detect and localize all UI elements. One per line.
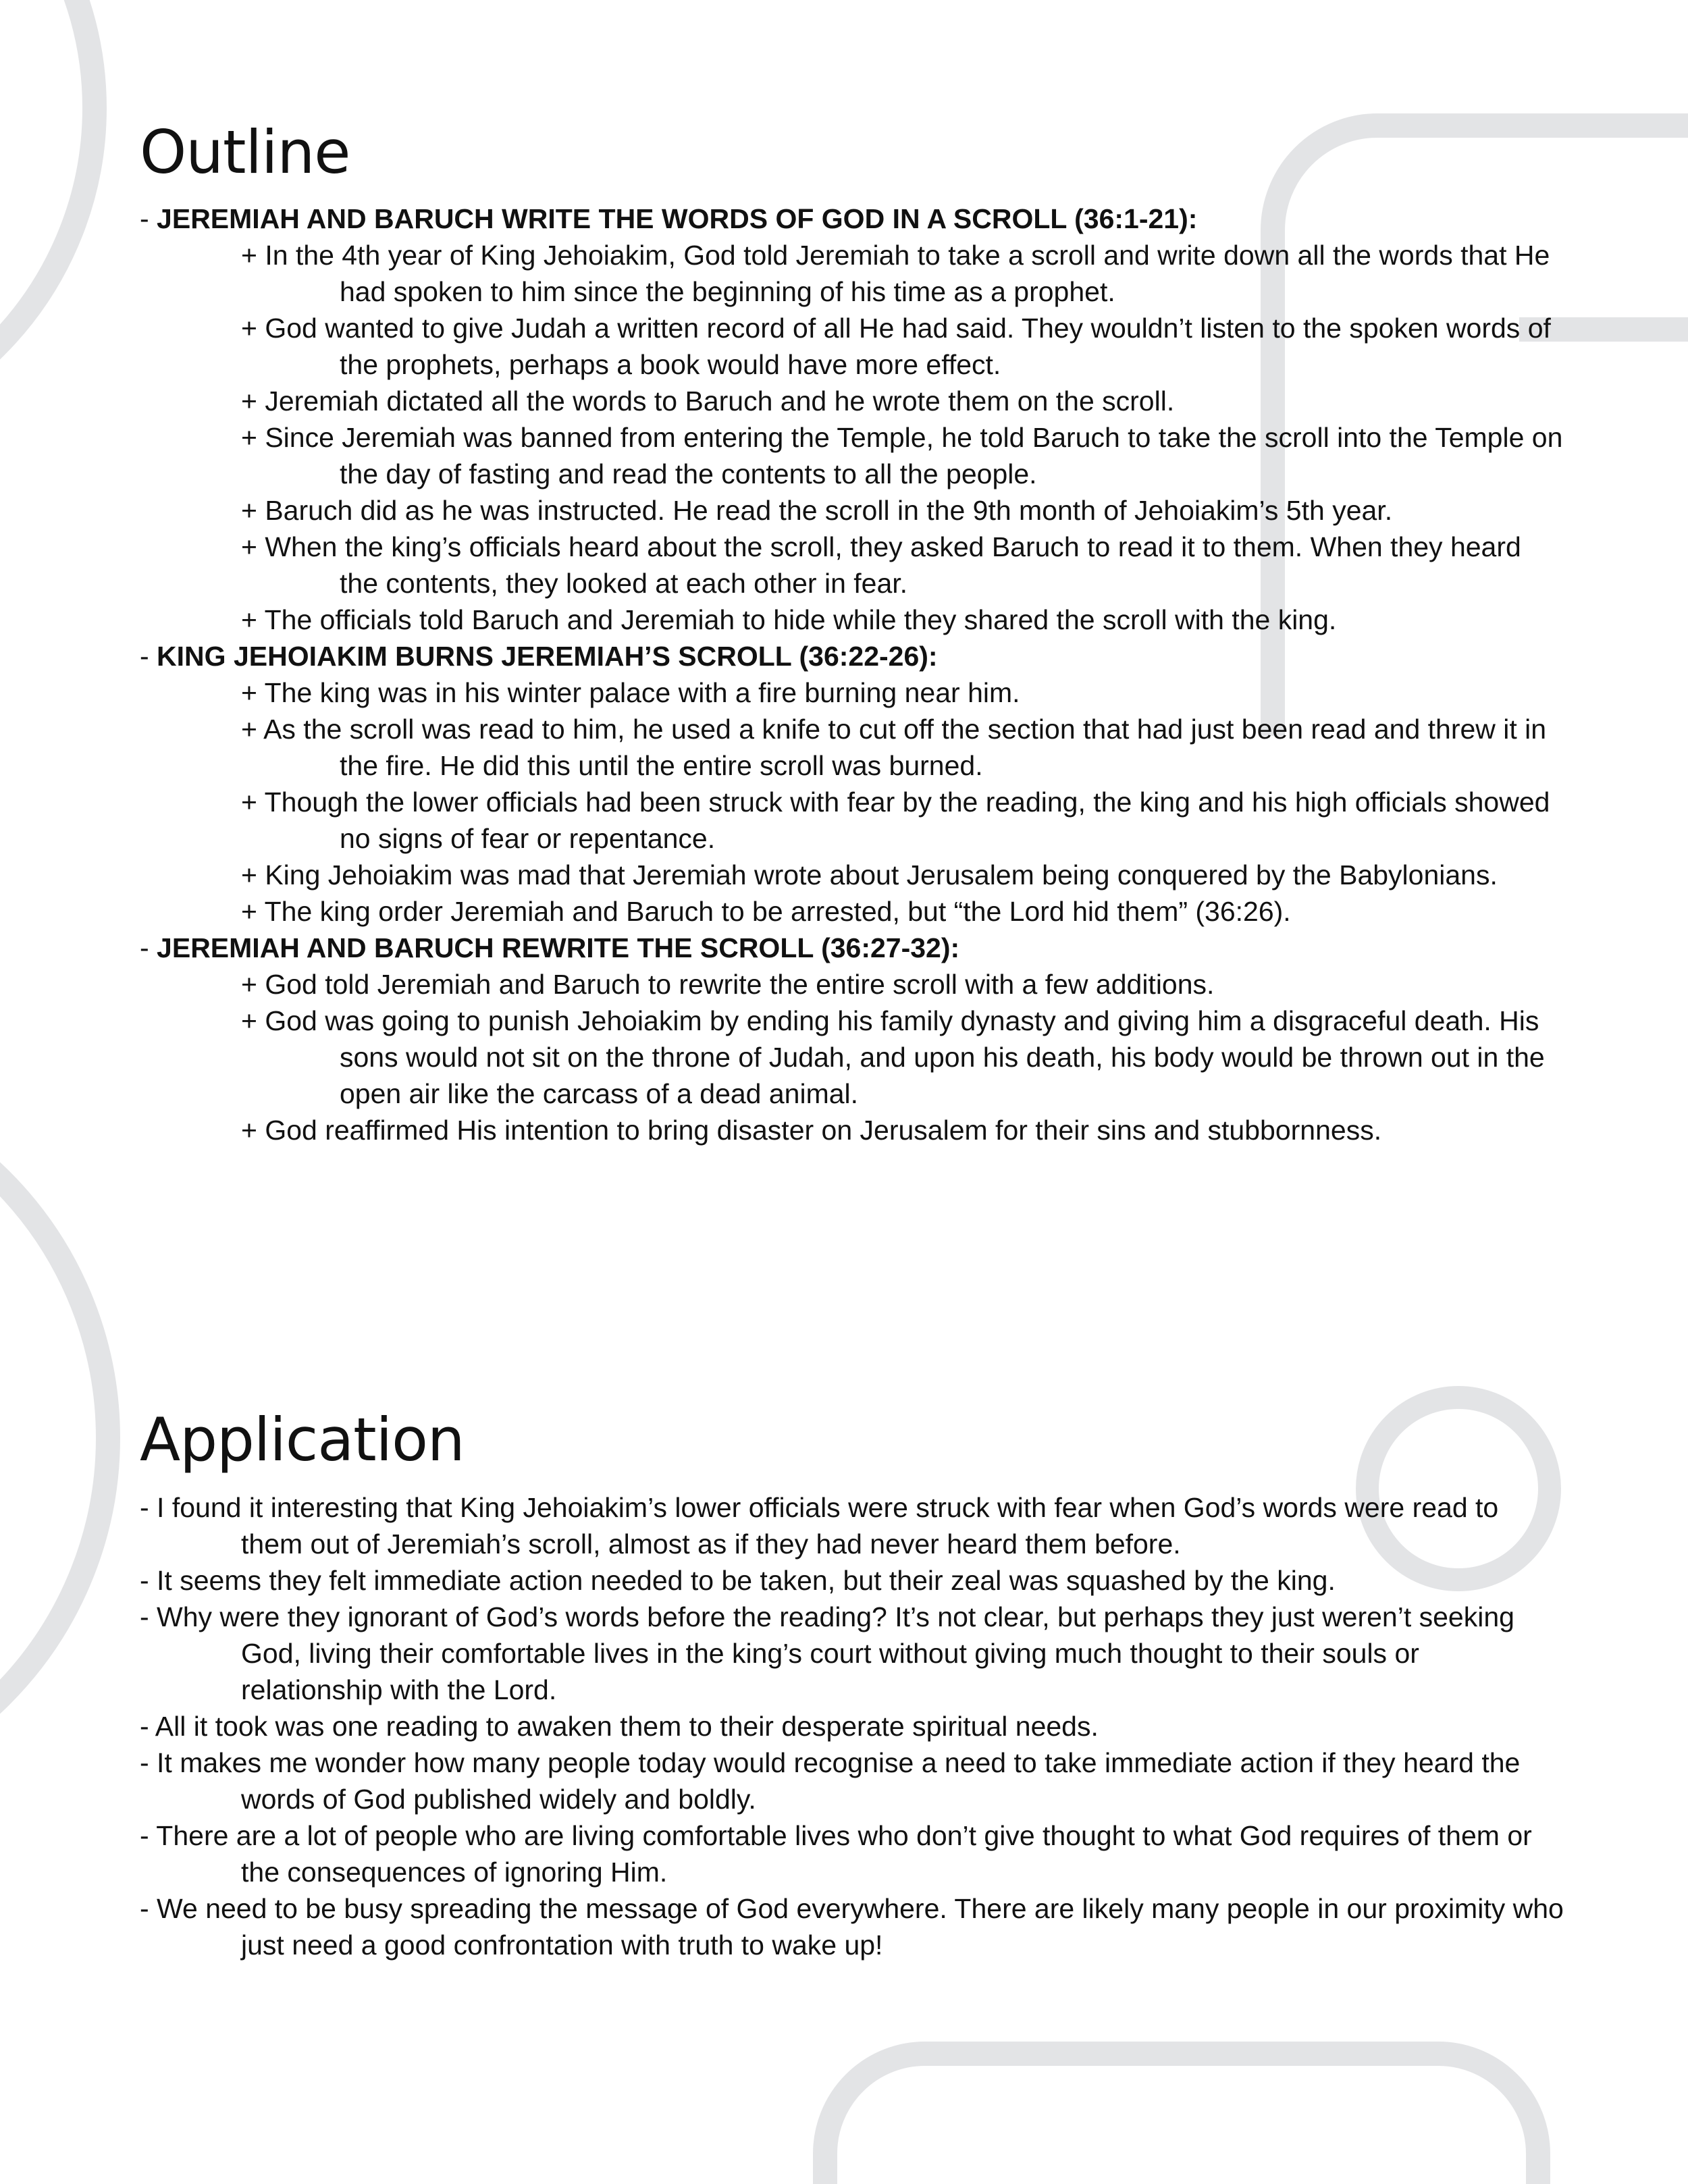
outline-section-heading [140,638,1564,674]
application-item: - It seems they felt immediate action needed to be taken, but their zeal was squashed by the king. [140,1565,1336,1596]
outline-point: + The king was in his winter palace with a fire burning near him. [241,677,1020,708]
outline-point: + Baruch did as he was instructed. He read the scroll in the 9th month of Jehoiakim’s 5th year. [241,495,1393,526]
outline-point: + As the scroll was read to him, he used a knife to cut off the section that had just been read and threw it in the fire. He did this until the entire scroll was burned. [241,714,1547,781]
application-item: - There are a lot of people who are living comfortable lives who don’t give thought to what God requires of them or the consequences of ignoring Him. [140,1820,1532,1888]
outline-point: + In the 4th year of King Jehoiakim, God told Jeremiah to take a scroll and write down all the words that He had spoken to him since the beginning of his time as a prophet. [241,240,1550,307]
outline-point: + When the king’s officials heard about the scroll, they asked Baruch to read it to them. When they heard the contents, they looked at each other in fear. [241,531,1521,599]
application-list [140,1489,1564,1963]
section-title: JEREMIAH AND BARUCH WRITE THE WORDS OF GOD IN A SCROLL (36:1-21): [157,203,1198,234]
outline-point: + Though the lower officials had been struck with fear by the reading, the king and his high officials showed no signs of fear or repentance. [241,787,1550,854]
outline-section-heading [140,201,1564,237]
section-dash: - [140,932,157,963]
application-item: - It makes me wonder how many people today would recognise a need to take immediate action if they heard the words of God published widely and boldly. [140,1747,1521,1815]
outline-point: + God told Jeremiah and Baruch to rewrite the entire scroll with a few additions. [241,969,1215,1000]
outline-list [140,201,1564,1148]
outline-point: + The officials told Baruch and Jeremiah to hide while they shared the scroll with the king. [241,604,1337,635]
outline-point: + Jeremiah dictated all the words to Baruch and he wrote them on the scroll. [241,385,1175,417]
section-title: KING JEHOIAKIM BURNS JEREMIAH’S SCROLL (36:22-26): [157,641,938,672]
application-item: - We need to be busy spreading the message of God everywhere. There are likely many people in our proximity who just need a good confrontation with truth to wake up! [140,1893,1564,1961]
application-item: - I found it interesting that King Jehoiakim’s lower officials were struck with fear when God’s words were read to them out of Jeremiah’s scroll, almost as if they had never heard them before. [140,1492,1499,1560]
outline-point: + God reaffirmed His intention to bring disaster on Jerusalem for their sins and stubbornness. [241,1115,1382,1146]
outline-point: + King Jehoiakim was mad that Jeremiah wrote about Jerusalem being conquered by the Babylonians. [241,859,1498,890]
outline-point: + The king order Jeremiah and Baruch to be arrested, but “the Lord hid them” (36:26). [241,896,1291,927]
application-heading: Application [140,1405,465,1474]
outline-section-heading [140,930,1564,966]
application-item: - All it took was one reading to awaken them to their desperate spiritual needs. [140,1711,1099,1742]
section-title: JEREMIAH AND BARUCH REWRITE THE SCROLL (36:27-32): [157,932,960,963]
outline-point: + God was going to punish Jehoiakim by ending his family dynasty and giving him a disgraceful death. His sons would not sit on the throne of Judah, and upon his death, his body would be thrown out in the open air like the carcass of a dead animal. [241,1005,1545,1109]
outline-point: + God wanted to give Judah a written record of all He had said. They wouldn’t listen to the spoken words of the prophets, perhaps a book would have more effect. [241,313,1551,380]
outline-heading: Outline [140,117,350,187]
application-item: - Why were they ignorant of God’s words before the reading? It’s not clear, but perhaps they just weren’t seeking God, living their comfortable lives in the king’s court without giving much thought to their souls or relationship with the Lord. [140,1601,1514,1705]
section-dash: - [140,641,157,672]
outline-point: + Since Jeremiah was banned from entering the Temple, he told Baruch to take the scroll into the Temple on the day of fasting and read the contents to all the people. [241,422,1563,489]
section-dash: - [140,203,157,234]
